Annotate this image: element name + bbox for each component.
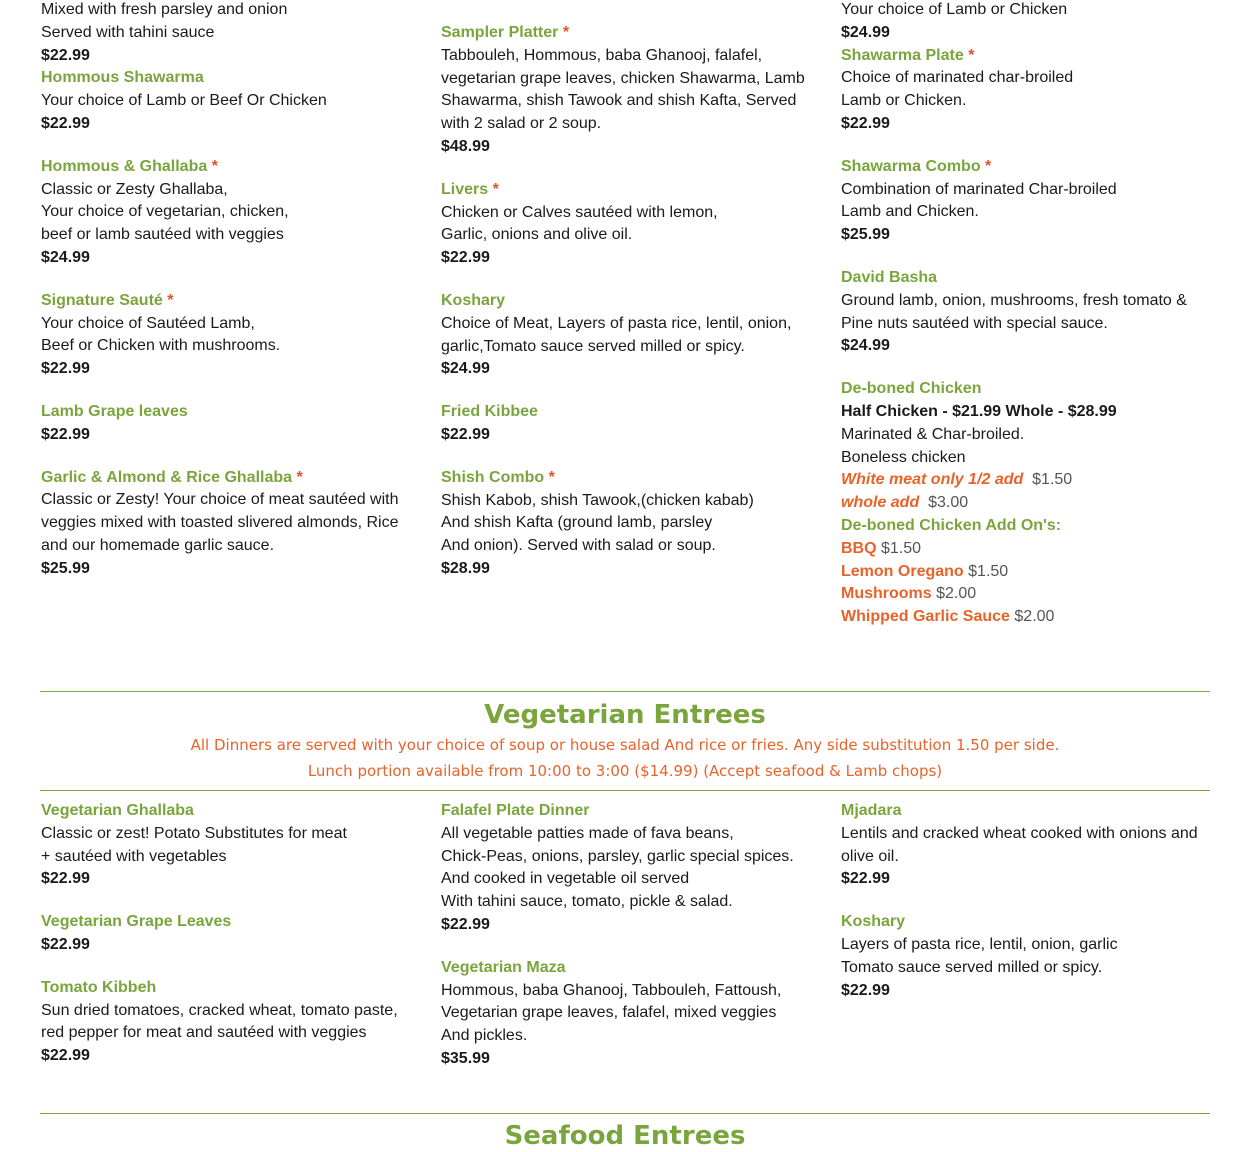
item-price: $22.99 bbox=[841, 114, 890, 132]
item-description: All vegetable patties made of fava beans, bbox=[441, 824, 734, 842]
star-marker: * bbox=[968, 46, 975, 64]
item-name: Fried Kibbee bbox=[441, 403, 538, 421]
menu-item bbox=[441, 467, 813, 581]
item-description: Boneless chicken bbox=[841, 448, 966, 466]
item-price: $48.99 bbox=[441, 137, 490, 155]
item-price: $22.99 bbox=[41, 425, 90, 443]
item-description: Chick-Peas, onions, parsley, garlic special spices. bbox=[441, 847, 794, 865]
item-price: $22.99 bbox=[41, 1047, 90, 1065]
veg-column-1 bbox=[41, 800, 413, 1088]
item-description: Mixed with fresh parsley and onion bbox=[41, 1, 288, 18]
item-price-line: Half Chicken - $21.99 Whole - $28.99 bbox=[841, 402, 1117, 420]
item-description: Marinated & Char-broiled. bbox=[841, 425, 1025, 443]
item-description: Your choice of Sautéed Lamb, bbox=[41, 314, 255, 332]
item-description: Served with tahini sauce bbox=[41, 23, 215, 41]
star-marker: * bbox=[548, 468, 555, 486]
item-price: $22.99 bbox=[41, 935, 90, 953]
item-description: Shish Kabob, shish Tawook,(chicken kabab) bbox=[441, 491, 754, 509]
item-price: $24.99 bbox=[441, 360, 490, 378]
item-price: $28.99 bbox=[441, 559, 490, 577]
item-description: Hommous, baba Ghanooj, Tabbouleh, Fattoush, bbox=[441, 981, 782, 999]
item-name: David Basha bbox=[841, 268, 938, 286]
item-name: Falafel Plate Dinner bbox=[441, 802, 590, 819]
star-marker: * bbox=[562, 24, 570, 41]
item-price: $22.99 bbox=[441, 915, 490, 933]
item-name: Vegetarian Grape Leaves bbox=[41, 913, 232, 931]
item-description: Sun dried tomatoes, cracked wheat, tomato paste, red pepper for meat and sautéed with veggies bbox=[41, 1001, 398, 1042]
star-marker: * bbox=[492, 180, 499, 198]
item-name: Signature Sauté bbox=[41, 291, 163, 309]
section-note: Lunch portion available from 10:00 to 3:00 ($14.99) (Accept seafood & Lamb chops) bbox=[307, 762, 943, 780]
top-column-2 bbox=[441, 22, 813, 601]
item-name: Lamb Grape leaves bbox=[41, 402, 188, 420]
item-description: Lamb or Chicken. bbox=[841, 92, 967, 110]
whole-option: whole add $3.00 bbox=[841, 494, 969, 512]
section-title: Vegetarian Entrees bbox=[484, 700, 766, 730]
item-name: Shawarma Plate bbox=[841, 46, 964, 64]
menu-item bbox=[441, 290, 813, 381]
item-name: Tomato Kibbeh bbox=[41, 978, 157, 996]
item-description: Classic or Zesty! Your choice of meat sautéed with veggies mixed with toasted slivered almonds, Rice and our homemade garlic sauce. bbox=[41, 491, 399, 554]
item-description: Lamb and Chicken. bbox=[841, 203, 979, 221]
menu-item bbox=[41, 977, 413, 1068]
menu-item bbox=[41, 156, 413, 270]
menu-item bbox=[441, 179, 813, 270]
item-description: beef or lamb sautéed with veggies bbox=[41, 226, 284, 244]
item-name: Hommous & Ghallaba bbox=[41, 157, 208, 175]
menu-item bbox=[441, 401, 813, 447]
menu-item bbox=[41, 290, 413, 381]
section-divider bbox=[40, 790, 1210, 791]
menu-item bbox=[41, 67, 413, 135]
top-column-3 bbox=[841, 0, 1213, 629]
section-title: Seafood Entrees bbox=[504, 1121, 746, 1151]
star-marker: * bbox=[296, 468, 303, 486]
menu-item bbox=[841, 800, 1213, 891]
section-divider bbox=[40, 1113, 1210, 1114]
menu-item bbox=[841, 911, 1213, 1002]
item-description: And cooked in vegetable oil served bbox=[441, 870, 690, 888]
item-price: $22.99 bbox=[441, 249, 490, 267]
item-price: $22.99 bbox=[41, 46, 90, 64]
item-price: $22.99 bbox=[841, 870, 890, 888]
item-description: Your choice of Lamb or Chicken bbox=[841, 1, 1068, 18]
item-price: $22.99 bbox=[841, 981, 890, 999]
item-description: And pickles. bbox=[441, 1027, 528, 1045]
item-price: $22.99 bbox=[41, 114, 90, 132]
menu-item bbox=[841, 267, 1213, 358]
item-description: Classic or zest! Potato Substitutes for meat bbox=[41, 824, 347, 842]
item-name: Koshary bbox=[441, 291, 506, 309]
item-price: $22.99 bbox=[41, 870, 90, 888]
menu-item bbox=[841, 45, 1213, 136]
top-column-1 bbox=[41, 0, 413, 601]
item-description: Classic or Zesty Ghallaba, bbox=[41, 180, 228, 198]
addon-row: BBQ $1.50 bbox=[841, 539, 922, 557]
item-description: Choice of marinated char-broiled bbox=[841, 69, 1074, 87]
item-description: Garlic, onions and olive oil. bbox=[441, 226, 633, 244]
item-description: Ground lamb, onion, mushrooms, fresh tomato & Pine nuts sautéed with special sauce. bbox=[841, 291, 1187, 332]
white-meat-option: White meat only 1/2 add $1.50 bbox=[841, 471, 1073, 489]
addon-row: Mushrooms $2.00 bbox=[841, 585, 977, 603]
item-name: Garlic & Almond & Rice Ghallaba bbox=[41, 468, 293, 486]
item-name: Hommous Shawarma bbox=[41, 69, 204, 87]
item-description: + sautéed with vegetables bbox=[41, 847, 227, 865]
veg-column-3 bbox=[841, 800, 1213, 1022]
item-price: $24.99 bbox=[841, 23, 890, 41]
addons-title: De-boned Chicken Add On's: bbox=[841, 516, 1062, 534]
section-note: All Dinners are served with your choice of soup or house salad And rice or fries. Any side substitution 1.50 per side. bbox=[190, 736, 1060, 754]
menu-item bbox=[841, 156, 1213, 247]
veg-column-2 bbox=[441, 800, 813, 1091]
item-description: Your choice of vegetarian, chicken, bbox=[41, 203, 289, 221]
menu-item bbox=[441, 800, 813, 937]
item-description: And shish Kafta (ground lamb, parsley bbox=[441, 514, 713, 532]
menu-item bbox=[441, 22, 813, 159]
item-name: Sampler Platter bbox=[441, 24, 559, 41]
item-description: Chicken or Calves sautéed with lemon, bbox=[441, 203, 718, 221]
item-name: Koshary bbox=[841, 913, 906, 931]
item-name: Shawarma Combo bbox=[841, 157, 981, 175]
item-description: Beef or Chicken with mushrooms. bbox=[41, 337, 281, 355]
item-price: $24.99 bbox=[841, 337, 890, 355]
menu-item bbox=[41, 911, 413, 957]
item-name: De-boned Chicken bbox=[841, 380, 982, 398]
menu-item bbox=[41, 800, 413, 891]
menu-item bbox=[41, 401, 413, 447]
item-description: Tabbouleh, Hommous, baba Ghanooj, falafel, vegetarian grape leaves, chicken Shawarma, Lamb Shawarma, shish Tawook and shish Kafta, Served with 2 salad or 2 soup. bbox=[441, 46, 805, 133]
item-price: $22.99 bbox=[441, 425, 490, 443]
item-price: $25.99 bbox=[41, 559, 90, 577]
item-name: Mjadara bbox=[841, 802, 902, 819]
section-divider bbox=[40, 691, 1210, 692]
item-description: Tomato sauce served milled or spicy. bbox=[841, 958, 1103, 976]
item-name: Vegetarian Maza bbox=[441, 958, 566, 976]
item-description: Choice of Meat, Layers of pasta rice, lentil, onion, garlic,Tomato sauce served milled or spicy. bbox=[441, 314, 792, 355]
item-description: Your choice of Lamb or Beef Or Chicken bbox=[41, 92, 327, 110]
item-description: Lentils and cracked wheat cooked with onions and olive oil. bbox=[841, 824, 1198, 865]
menu-item bbox=[41, 467, 413, 581]
item-price: $35.99 bbox=[441, 1049, 490, 1067]
item-name: Livers bbox=[441, 180, 489, 198]
item-name: Vegetarian Ghallaba bbox=[41, 802, 194, 819]
item-description: Combination of marinated Char-broiled bbox=[841, 180, 1117, 198]
item-name: Shish Combo bbox=[441, 468, 545, 486]
addon-row: Whipped Garlic Sauce $2.00 bbox=[841, 608, 1055, 626]
item-description: Vegetarian grape leaves, falafel, mixed veggies bbox=[441, 1004, 777, 1022]
item-price: $25.99 bbox=[841, 226, 890, 244]
item-price: $22.99 bbox=[41, 360, 90, 378]
star-marker: * bbox=[211, 157, 218, 175]
item-description: And onion). Served with salad or soup. bbox=[441, 537, 716, 555]
star-marker: * bbox=[167, 291, 174, 309]
deboned-chicken-item bbox=[841, 378, 1213, 629]
menu-item bbox=[441, 957, 813, 1071]
star-marker: * bbox=[985, 157, 992, 175]
addon-row: Lemon Oregano $1.50 bbox=[841, 562, 1009, 580]
item-price: $24.99 bbox=[41, 248, 90, 266]
item-description: Layers of pasta rice, lentil, onion, garlic bbox=[841, 935, 1118, 953]
item-description: With tahini sauce, tomato, pickle & salad. bbox=[441, 893, 733, 911]
